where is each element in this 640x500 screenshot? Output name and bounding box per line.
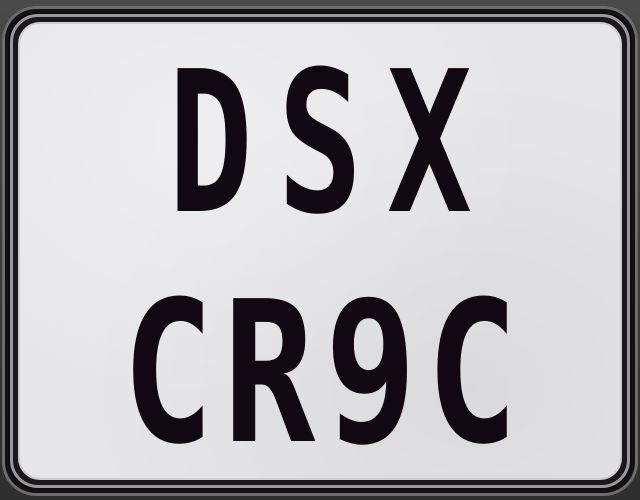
plate-registration-line-1: DSX [168,30,497,258]
plate-registration-line-2: CR9C [121,260,528,488]
